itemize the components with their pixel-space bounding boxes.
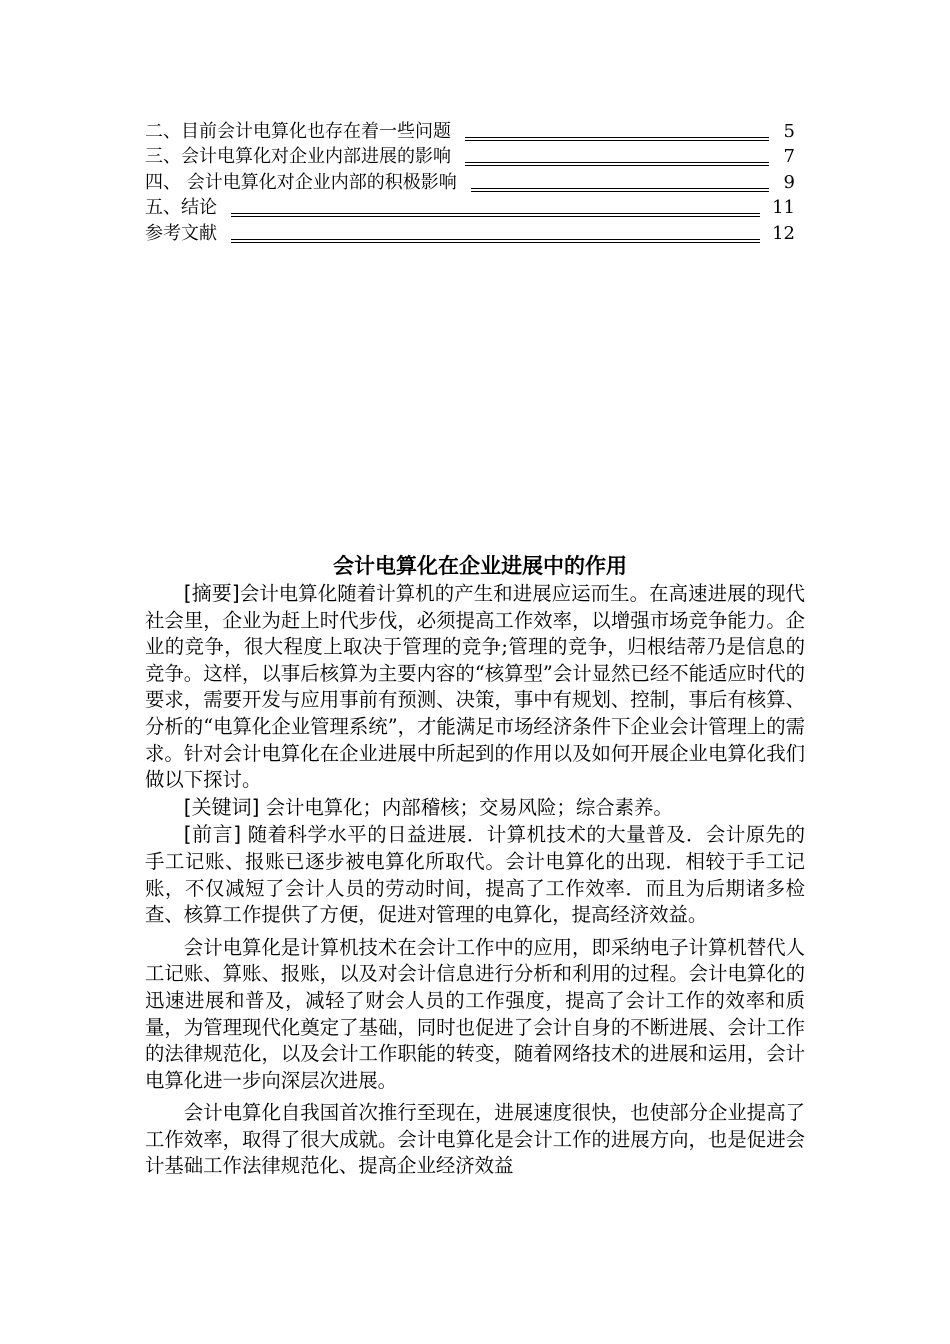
toc-entry-title: 五、结论 xyxy=(145,197,217,218)
article-title: 会计电算化在企业进展中的作用 xyxy=(333,554,627,578)
toc-leader-line xyxy=(465,137,769,138)
toc-entry-page: 5 xyxy=(783,120,795,142)
keywords-paragraph xyxy=(145,794,805,822)
body-paragraph-1: 会计电算化是计算机技术在会计工作中的应用，即采纳电子计算机替代人工记账、算账、报账，以及对会计信息进行分析和利用的过程。会计电算化的迅速进展和普及，减轻了财会人员的工作强度，提高了会计工作的效率和质量，为管理现代化奠定了基础，同时也促进了会计自身的不断进展、会计工作的法律规范化，以及会计工作职能的转变，随着网络技术的进展和运用，会计电算化进一步向深层次进展。 xyxy=(145,935,805,1092)
keywords-text: 会计电算化；内部稽核；交易风险；综合素养。 xyxy=(259,795,673,819)
preface-text: 随着科学水平的日益进展．计算机技术的大量普及．会计原先的手工记账、报账已逐步被电算化所取代。会计电算化的出现．相较于手工记账，不仅减短了会计人员的劳动时间，提高了工作效率．而且为后期诸多检查、核算工作提供了方便，促进对管理的电算化，提高经济效益。 xyxy=(145,823,805,927)
toc-entry[interactable] xyxy=(145,194,795,220)
abstract-label: [摘要] xyxy=(183,581,240,605)
toc-leader-line xyxy=(471,188,769,189)
toc-entry-page: 7 xyxy=(783,146,795,167)
toc-entry[interactable] xyxy=(145,219,795,245)
toc-leader-line xyxy=(465,162,769,163)
toc-entry-page: 12 xyxy=(772,222,795,244)
toc-entry-title: 四、 会计电算化对企业内部的积极影响 xyxy=(145,171,457,193)
keywords-label: [关键词] xyxy=(183,794,260,819)
body-paragraph-2: 会计电算化自我国首次推行至现在，进展速度很快，也使部分企业提高了工作效率，取得了很大成就。会计电算化是会计工作的进展方向，也是促进会计基础工作法律规范化、提高企业经济效益 xyxy=(145,1101,805,1178)
article-body xyxy=(145,552,805,1180)
table-of-contents xyxy=(145,117,795,245)
abstract-paragraph xyxy=(145,580,805,794)
toc-entry-title: 二、目前会计电算化也存在着一些问题 xyxy=(145,120,451,142)
abstract-text: 会计电算化随着计算机的产生和进展应运而生。在高速进展的现代社会里，企业为赶上时代步伐，必须提高工作效率，以增强市场竞争能力。企业的竞争，很大程度上取决于管理的竞争;管理的竞争，归根结蒂乃是信息的竞争。这样，以事后核算为主要内容的“核算型”会计显然已经不能适应时代的要求，需要开发与应用事前有预测、决策，事中有规划、控制，事后有核算、分析的“电算化企业管理系统”，才能满足市场经济条件下企业会计管理上的需求。针对会计电算化在企业进展中所起到的作用以及如何开展企业电算化我们做以下探讨。 xyxy=(145,582,806,792)
toc-entry-page: 9 xyxy=(783,171,795,193)
toc-entry-title: 三、会计电算化对企业内部进展的影响 xyxy=(145,146,451,167)
toc-leader-line xyxy=(231,239,760,240)
toc-entry[interactable] xyxy=(145,168,795,194)
toc-entry[interactable] xyxy=(145,143,795,169)
toc-entry-page: 11 xyxy=(772,197,795,218)
preface-label: [前言] xyxy=(183,822,241,847)
toc-entry-title: 参考文献 xyxy=(145,222,217,244)
preface-paragraph xyxy=(145,821,805,928)
toc-leader-line xyxy=(231,213,760,214)
toc-entry[interactable] xyxy=(145,117,795,143)
